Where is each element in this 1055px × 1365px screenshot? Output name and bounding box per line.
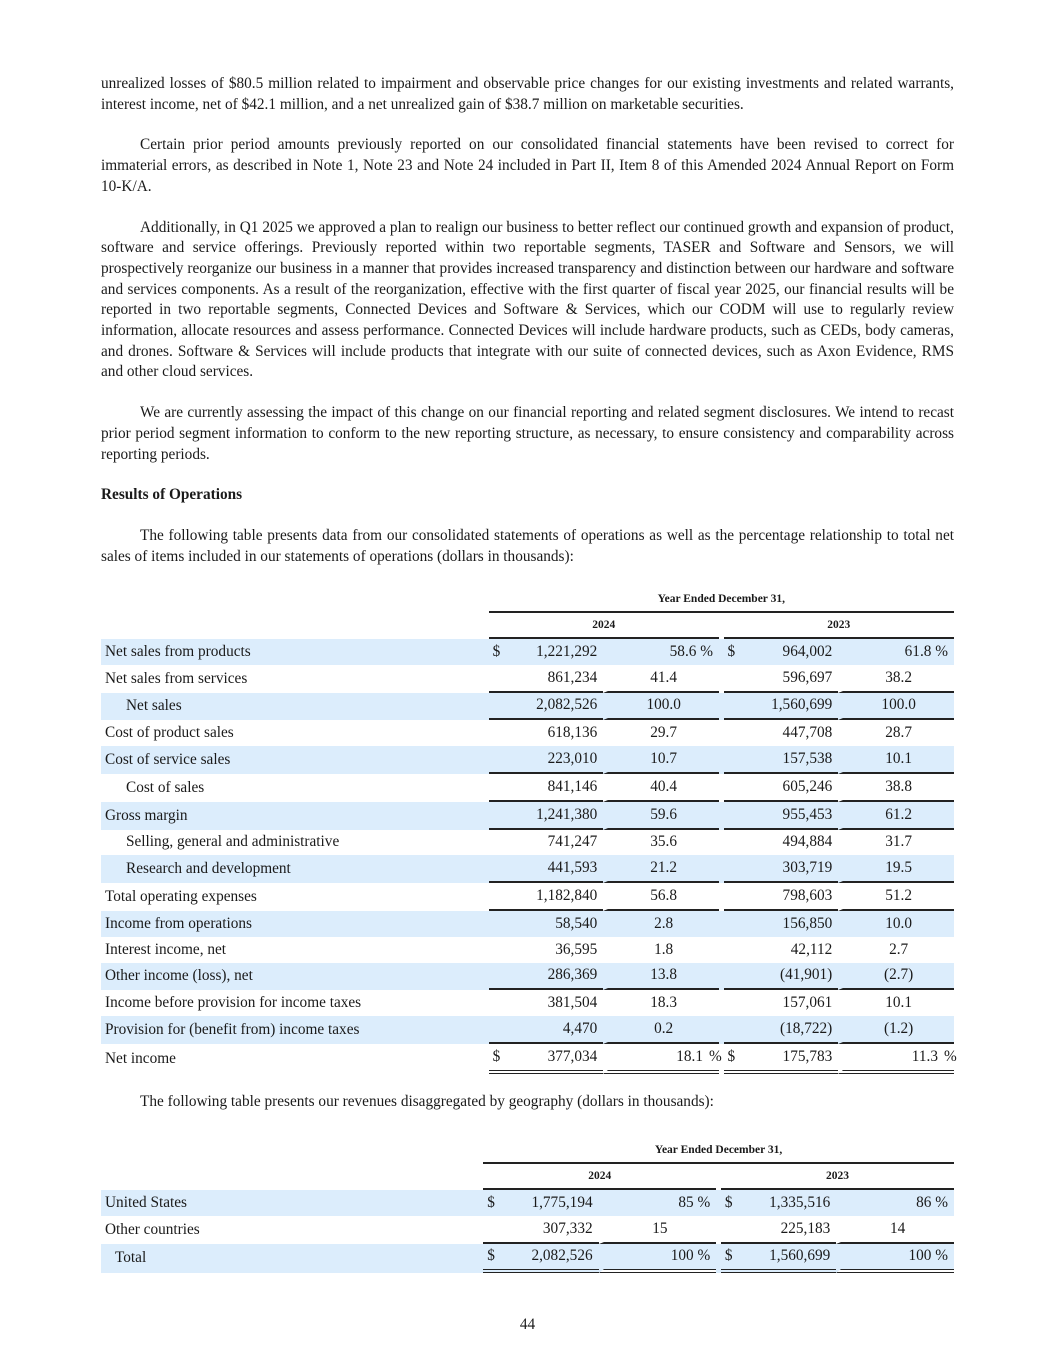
year-header-2024: 2024 [483, 1164, 716, 1190]
percent-2023: 28.7 [885, 724, 913, 742]
percent-2024: 0.2 [654, 1020, 674, 1037]
dollar-sign: $ [487, 1193, 495, 1211]
paragraph-segment-realignment: Additionally, in Q1 2025 we approved a plan to realign our business to better reflect our continued growth and expansion of product, software and service offerings. Previously reported within two reportable segments, TASER and Software and Sensors, we will prospectively reorganize our business in a manner that provides increased transparency and distinction between our hardware and software and services components. As a result of the reorganization, effective with the first quarter of fiscal year 2025, our financial results will be reported in two reportable segments, Connected Devices and Software & Services, which our CODM will use to regularly review information, allocate resources and assess performance. Connected Devices will include hardware products, such as CEDs, body cameras, and drones. Software & Services will include products that integrate with our suite of connected devices, such as Axon Evidence, RMS and other cloud services. [101, 218, 954, 381]
row-label: Income before provision for income taxes [105, 994, 362, 1012]
table-row [101, 639, 954, 665]
amount-2024: 286,369 [513, 963, 604, 991]
row-label: Cost of service sales [101, 746, 484, 774]
percent-2023: 31.7 [885, 833, 913, 851]
percent-2023: 100 % [908, 1247, 948, 1265]
row-label: Gross margin [101, 802, 484, 830]
row-label: Net sales from products [101, 639, 484, 665]
amount-2023: 156,850 [748, 911, 839, 937]
table-row [101, 746, 954, 774]
row-label: Other countries [105, 1220, 200, 1238]
percent-2024: 15 [652, 1219, 668, 1237]
dollar-sign: $ [727, 642, 736, 660]
amount-2023: 42,112 [790, 940, 833, 958]
paragraph-investment-losses: unrealized losses of $80.5 million related to impairment and observable price changes for our existing investments and related warrants, interest income, net of $42.1 million, and a net unrealized gain of $38.7 million on marketable securities. [101, 75, 954, 113]
dollar-sign: $ [492, 642, 501, 660]
amount-2024: 1,221,292 [513, 639, 604, 665]
amount-2023: 1,560,699 [748, 693, 839, 721]
percent-2023: 14 [890, 1219, 906, 1237]
amount-2024: 618,136 [547, 724, 598, 742]
table-row [101, 883, 954, 911]
period-header: Year Ended December 31, [489, 587, 954, 613]
amount-2024: 381,504 [547, 994, 598, 1012]
amount-2024: 1,182,840 [513, 883, 604, 911]
row-label: Selling, general and administrative [126, 833, 340, 851]
amount-2024: 2,082,526 [507, 1244, 598, 1274]
percent-2024: 58.6 % [669, 642, 713, 660]
percent-2023: 86 % [916, 1193, 948, 1211]
table-row [101, 720, 954, 746]
percent-2024: 18.1 [676, 1047, 703, 1065]
year-header-2023: 2023 [721, 1164, 954, 1190]
amount-2023: 1,335,516 [745, 1190, 836, 1216]
amount-2023: (41,901) [748, 963, 839, 991]
percent-2023: 2.7 [889, 940, 909, 958]
row-label: Research and development [101, 855, 484, 883]
table-row [101, 911, 954, 937]
paragraph-assessing-impact: We are currently assessing the impact of this change on our financial reporting and related segment disclosures. We intend to recast prior period segment information to conform to the new reporting structure, as necessary, to ensure consistency and comparability across reporting periods. [101, 404, 954, 463]
dollar-sign: $ [724, 1247, 733, 1265]
year-header-2023: 2023 [724, 613, 954, 639]
table-row [101, 963, 954, 991]
amount-2024: 2,082,526 [513, 693, 604, 721]
amount-2024: 861,234 [513, 665, 604, 693]
row-label: Interest income, net [105, 940, 227, 958]
amount-2024: 377,034 [513, 1044, 604, 1074]
percent-2024: 35.6 [650, 833, 678, 851]
row-label: Income from operations [101, 911, 484, 937]
amount-2023: 596,697 [748, 665, 839, 693]
amount-2023: 605,246 [748, 774, 839, 802]
percent-2023: 51.2 [885, 887, 913, 905]
percent-2023: 100.0 [881, 696, 916, 714]
percent-2023: 38.8 [885, 777, 913, 795]
paragraph-prior-period-revisions: Certain prior period amounts previously reported on our consolidated financial statements have been revised to correct for immaterial errors, as described in Note 1, Note 23 and Note 24 included in Part II, Item 8 of this Amended 2024 Annual Report on Form 10-K/A. [101, 136, 954, 195]
table-row [101, 1190, 954, 1216]
percent-2023: 10.1 [885, 994, 913, 1012]
year-header-2024: 2024 [489, 613, 719, 639]
amount-2023: 303,719 [748, 855, 839, 883]
amount-2023: 447,708 [782, 724, 833, 742]
table-row [101, 937, 954, 963]
table-row [101, 774, 954, 802]
amount-2024: 307,332 [507, 1216, 598, 1244]
row-label: United States [101, 1190, 479, 1216]
amount-2023: 964,002 [748, 639, 839, 665]
table-row [101, 1016, 954, 1044]
dollar-sign: $ [727, 1047, 736, 1065]
period-header: Year Ended December 31, [483, 1138, 954, 1164]
percent-2023: 11.3 [911, 1047, 938, 1065]
amount-2023: (18,722) [748, 1016, 839, 1044]
table-row [101, 665, 954, 693]
row-label: Total [101, 1244, 479, 1274]
section-heading-results-of-operations: Results of Operations [101, 486, 243, 504]
percent-2023: 19.5 [885, 859, 913, 877]
amount-2024: 1,775,194 [507, 1190, 598, 1216]
row-label: Cost of product sales [105, 724, 234, 742]
dollar-sign: $ [492, 1047, 501, 1065]
percent-2024: 18.3 [650, 994, 678, 1012]
paragraph-ops-table-intro: The following table presents data from our consolidated statements of operations as well as the percentage relationship to total net sales of items included in our statements of operations (dollars in thousands): [101, 526, 954, 565]
document-page [101, 0, 957, 1273]
table-row [101, 990, 954, 1016]
amount-2024: 441,593 [513, 855, 604, 883]
row-label: Total operating expenses [105, 888, 257, 906]
amount-2024: 58,540 [513, 911, 604, 937]
percent-2024: 1.8 [654, 940, 674, 958]
percent-2023: (2.7) [883, 966, 914, 984]
table-row [101, 802, 954, 830]
amount-2024: 841,146 [513, 774, 604, 802]
row-label: Cost of sales [126, 778, 205, 796]
table-row [101, 855, 954, 883]
percent-2024: 41.4 [650, 668, 678, 686]
amount-2023: 1,560,699 [745, 1244, 836, 1274]
results-of-operations-table [101, 587, 957, 1073]
amount-2023: 157,061 [782, 994, 833, 1012]
table-row [101, 1216, 954, 1244]
table-row [101, 830, 954, 856]
amount-2024: 4,470 [513, 1016, 604, 1044]
percent-sign: % [944, 1047, 957, 1065]
amount-2024: 36,595 [555, 940, 598, 958]
amount-2024: 1,241,380 [513, 802, 604, 830]
amount-2023: 955,453 [748, 802, 839, 830]
percent-2024: 56.8 [650, 887, 678, 905]
row-label: Net income [105, 1049, 176, 1067]
percent-2024: 21.2 [650, 859, 678, 877]
percent-2023: (1.2) [883, 1020, 914, 1037]
amount-2023: 157,538 [748, 746, 839, 774]
percent-2023: 61.8 % [904, 642, 948, 660]
row-label: Net sales from services [105, 669, 248, 687]
percent-2023: 10.1 [885, 750, 913, 768]
percent-2024: 85 % [678, 1193, 711, 1211]
amount-2023: 175,783 [748, 1044, 839, 1074]
amount-2023: 798,603 [748, 883, 839, 911]
row-label: Net sales [101, 693, 484, 721]
amount-2023: 225,183 [745, 1216, 836, 1244]
row-label: Other income (loss), net [101, 963, 484, 991]
percent-2024: 100 % [670, 1247, 711, 1265]
percent-sign: % [708, 1047, 722, 1065]
amount-2024: 741,247 [547, 833, 598, 851]
percent-2023: 10.0 [885, 914, 913, 932]
percent-2023: 61.2 [885, 805, 913, 823]
percent-2024: 100.0 [646, 696, 681, 714]
table-row [101, 1044, 954, 1074]
percent-2024: 29.7 [650, 724, 678, 742]
percent-2024: 13.8 [650, 966, 678, 984]
table-row [101, 693, 954, 721]
amount-2023: 494,884 [782, 833, 833, 851]
page-number: 44 [519, 1316, 536, 1333]
row-label: Provision for (benefit from) income taxes [101, 1016, 484, 1044]
dollar-sign: $ [724, 1193, 733, 1211]
revenue-by-geography-table [101, 1138, 954, 1273]
dollar-sign: $ [487, 1247, 495, 1265]
percent-2023: 38.2 [885, 668, 913, 686]
percent-2024: 40.4 [650, 777, 678, 795]
paragraph-geo-table-intro: The following table presents our revenues disaggregated by geography (dollars in thousands): [140, 1092, 714, 1110]
percent-2024: 59.6 [650, 805, 678, 823]
amount-2024: 223,010 [513, 746, 604, 774]
percent-2024: 2.8 [654, 914, 674, 932]
percent-2024: 10.7 [650, 750, 678, 768]
table-row [101, 1244, 954, 1274]
